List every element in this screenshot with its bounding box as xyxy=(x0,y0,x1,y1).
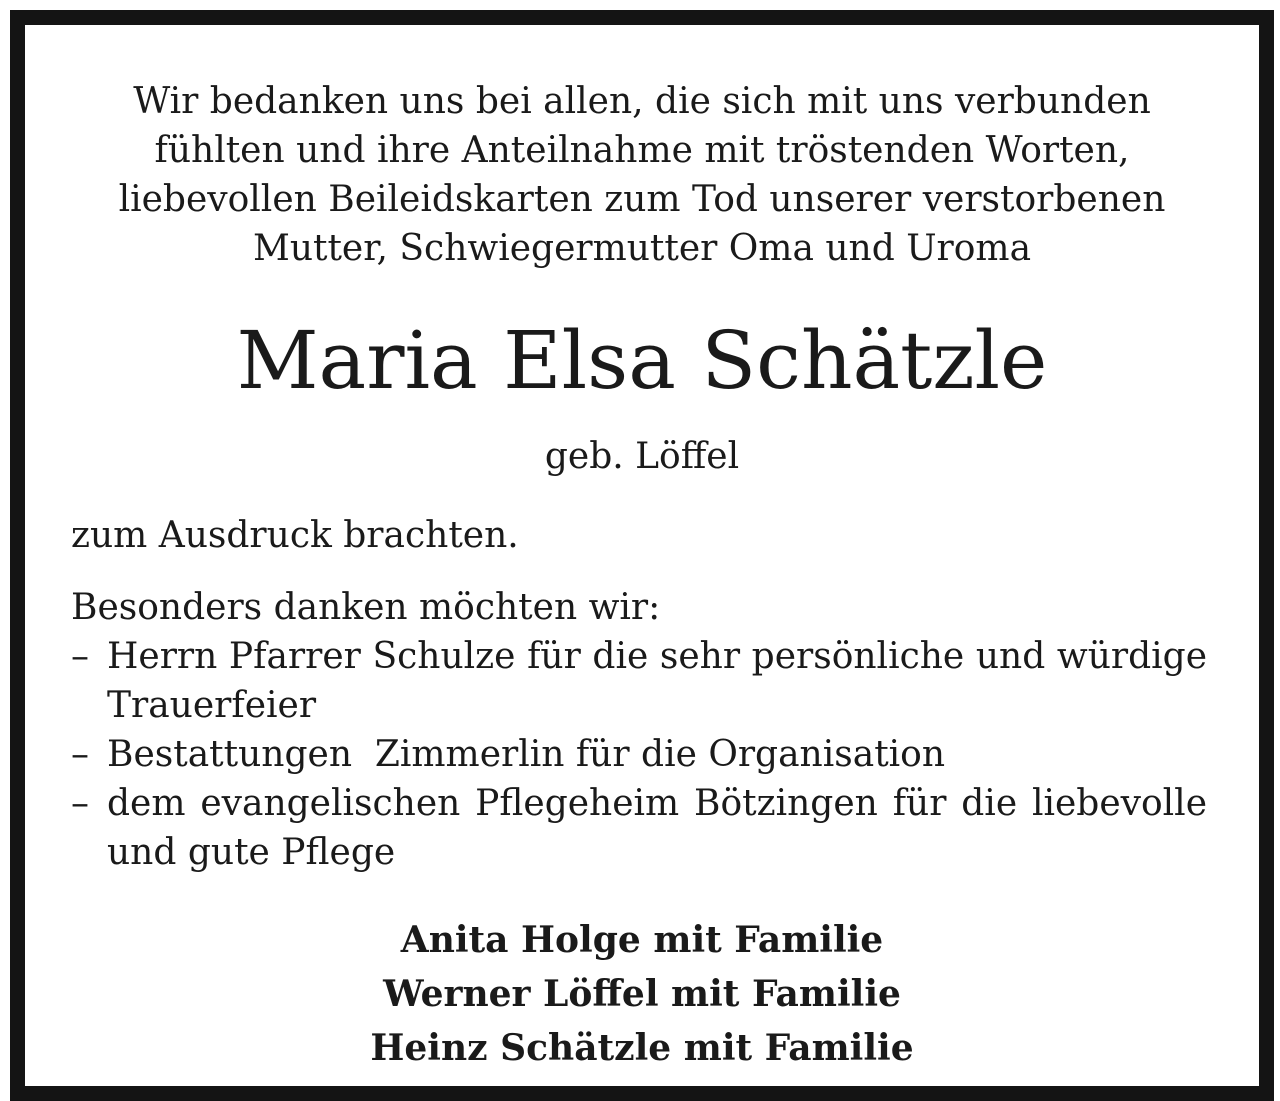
signer: Heinz Schätzle mit Familie xyxy=(370,1027,914,1069)
thanks-item xyxy=(71,779,1207,877)
thanks-item xyxy=(71,632,1207,730)
thanks-item-text: dem evangelischen Pflegeheim Bötzingen für die liebevolle und gute Pflege xyxy=(107,783,1207,873)
intro-line: Wir bedanken uns bei allen, die sich mit uns verbunden xyxy=(133,81,1151,122)
maiden-name: geb. Löffel xyxy=(544,436,740,477)
thanks-item-text: Bestattungen Zimmerlin für die Organisation xyxy=(107,734,946,775)
signer: Anita Holge mit Familie xyxy=(400,919,884,961)
intro-line: Mutter, Schwiegermutter Oma und Uroma xyxy=(252,228,1032,269)
signer: Werner Löffel mit Familie xyxy=(383,973,901,1015)
deceased-name: Maria Elsa Schätzle xyxy=(236,314,1048,407)
intro-text xyxy=(25,77,1259,273)
dash-bullet: – xyxy=(71,734,89,775)
notice-frame xyxy=(10,10,1274,1101)
dash-bullet: – xyxy=(71,783,89,824)
intro-line: fühlten und ihre Anteilnahme mit tröstenden Worten, xyxy=(154,130,1130,171)
special-thanks xyxy=(71,583,1207,877)
dash-bullet: – xyxy=(71,636,89,677)
thanks-intro: Besonders danken möchten wir: xyxy=(71,587,661,628)
signers xyxy=(25,913,1259,1075)
thanks-item xyxy=(71,730,1207,779)
intro-line: liebevollen Beileidskarten zum Tod unserer verstorbenen xyxy=(118,179,1166,220)
closing-text: zum Ausdruck brachten. xyxy=(71,515,519,556)
thanks-list xyxy=(71,632,1207,877)
thanks-item-text: Herrn Pfarrer Schulze für die sehr persönliche und würdige Trauerfeier xyxy=(107,636,1207,726)
